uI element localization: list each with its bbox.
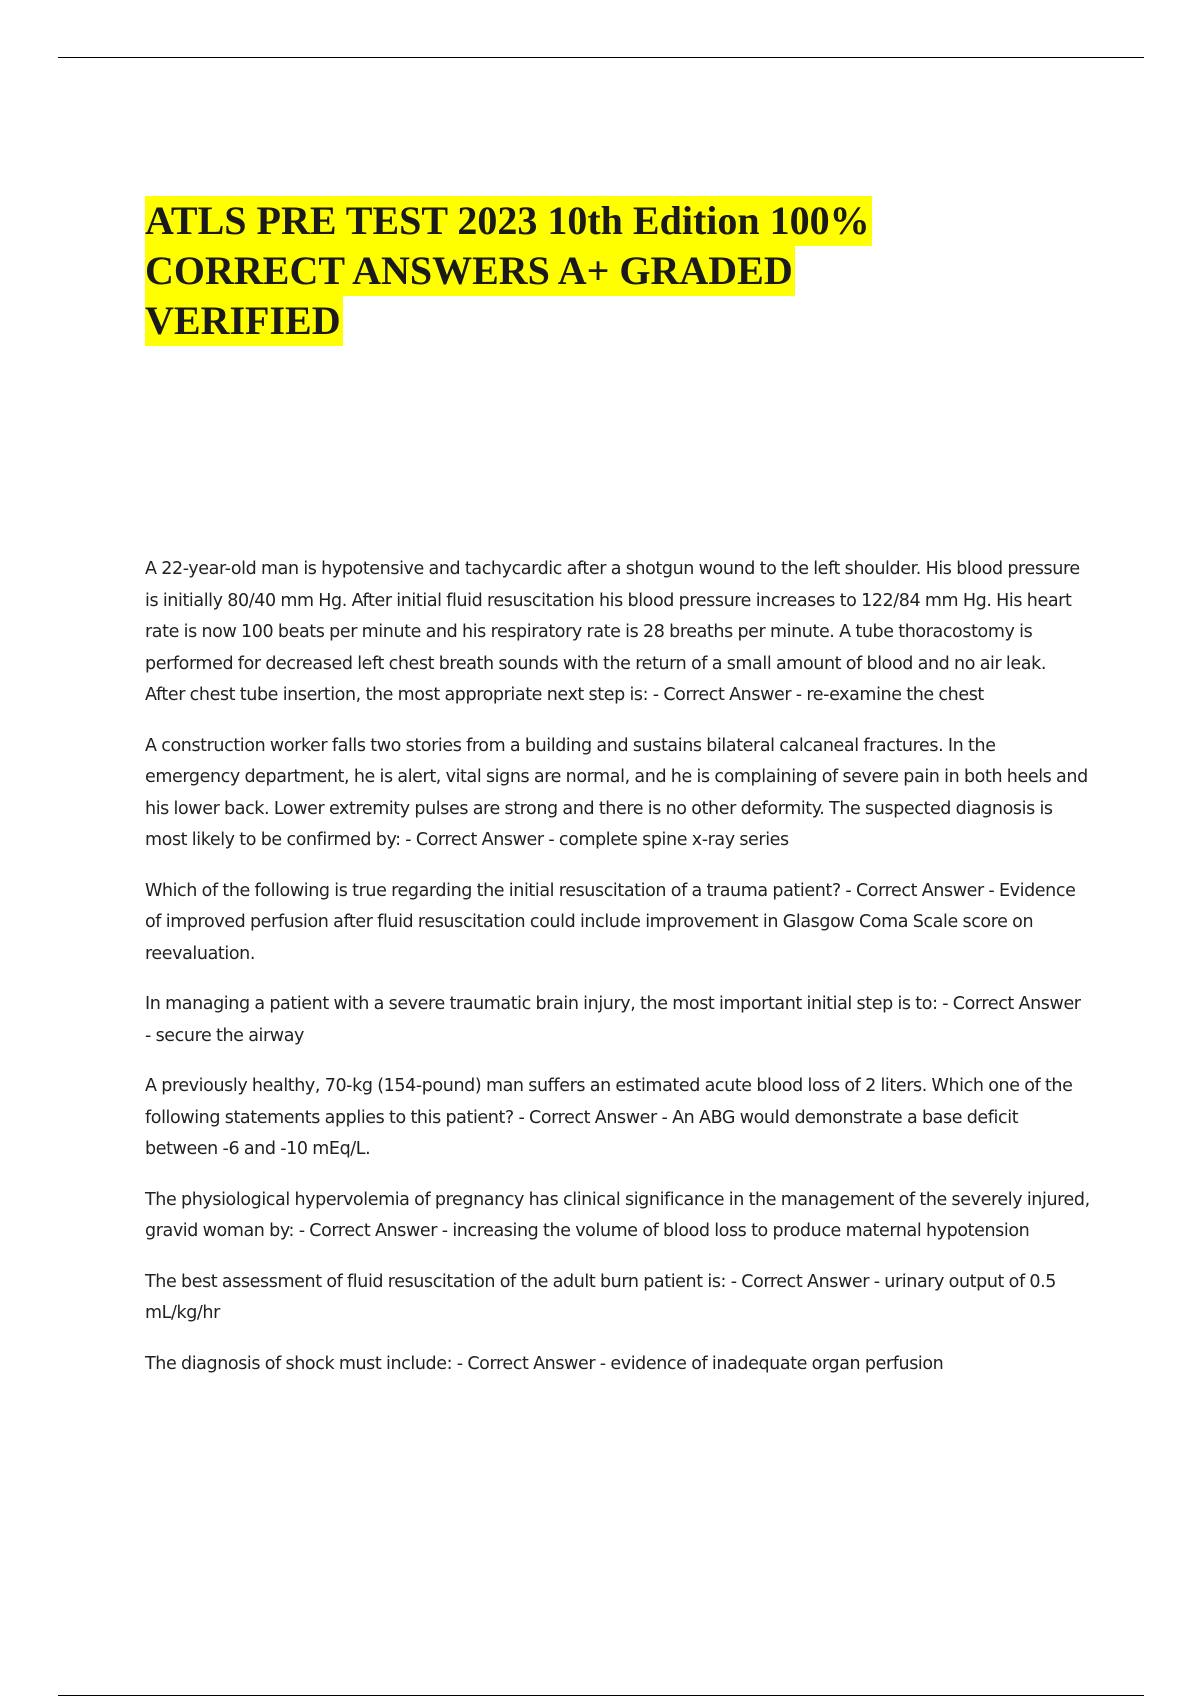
qa-item-3: Which of the following is true regarding the initial resuscitation of a trauma patient? - Correct Answer - Evidence of improved perfusion after fluid resuscitation could include improvement in Glasgow Coma Scale score on reevaluation. (145, 880, 1076, 964)
qa-item-7: The best assessment of fluid resuscitation of the adult burn patient is: - Correct Answer - urinary output of 0.5 mL/kg/hr (145, 1271, 1057, 1323)
qa-item-2: A construction worker falls two stories from a building and sustains bilateral calcaneal fractures. In the emergency department, he is alert, vital signs are normal, and he is complaining of severe pain in both heels and his lower back. Lower extremity pulses are strong and there is no other deformity. The suspected diagnosis is most likely to be confirmed by: - Correct Answer - complete spine x-ray series (145, 735, 1088, 850)
qa-item-5: A previously healthy, 70-kg (154-pound) man suffers an estimated acute blood loss of 2 liters. Which one of the following statements applies to this patient? - Correct Answer - An ABG would demonstrate a base deficit between -6 and -10 mEq/L. (145, 1076, 1073, 1159)
title-line-1: ATLS PRE TEST 2023 10th Edition 100% (145, 196, 872, 246)
question-answer-list (145, 554, 1090, 1399)
qa-item-8: The diagnosis of shock must include: - Correct Answer - evidence of inadequate organ perfusion (145, 1353, 944, 1374)
title-line-2: CORRECT ANSWERS A+ GRADED (145, 246, 795, 296)
qa-item-1: A 22-year-old man is hypotensive and tachycardic after a shotgun wound to the left shoulder. His blood pressure is initially 80/40 mm Hg. After initial fluid resuscitation his blood pressure increases to 122/84 mm Hg. His heart rate is now 100 beats per minute and his respiratory rate is 28 breaths per minute. A tube thoracostomy is performed for decreased left chest breath sounds with the return of a small amount of blood and no air leak. After chest tube insertion, the most appropriate next step is: - Correct Answer - re-examine the chest (145, 559, 1080, 705)
bottom-rule (58, 1695, 1144, 1696)
document-title (145, 196, 1145, 346)
qa-item-6: The physiological hypervolemia of pregnancy has clinical significance in the management of the severely injured, gravid woman by: - Correct Answer - increasing the volume of blood loss to produce maternal hypotension (145, 1189, 1090, 1241)
title-line-3: VERIFIED (145, 296, 343, 346)
top-rule (58, 57, 1144, 58)
qa-item-4: In managing a patient with a severe traumatic brain injury, the most important initial step is to: - Correct Answer - secure the airway (145, 994, 1081, 1046)
